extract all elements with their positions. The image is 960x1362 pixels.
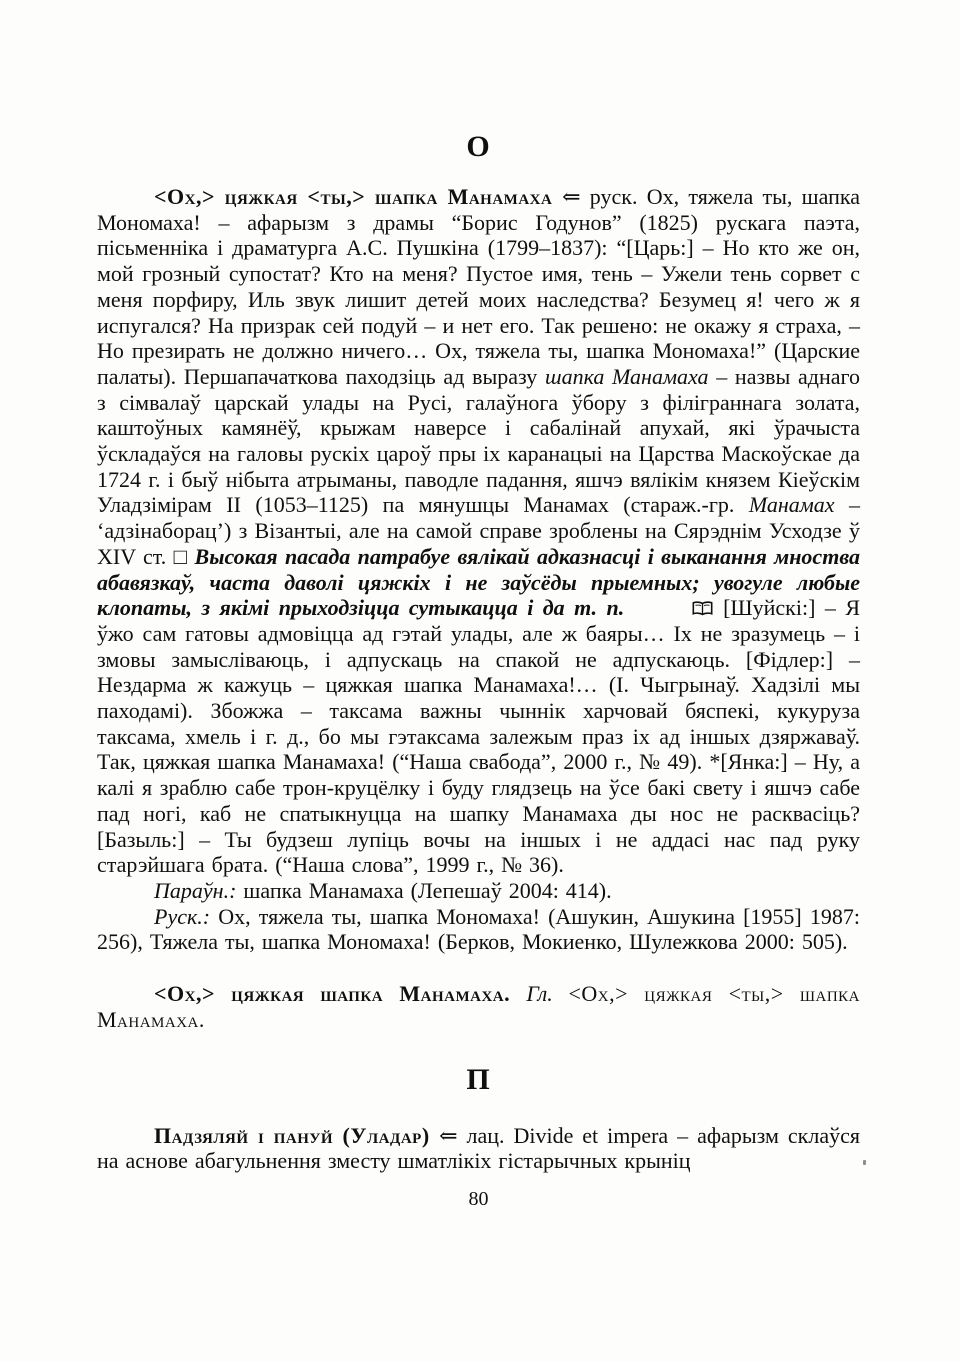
italic-label-text: Руск.: (154, 903, 211, 929)
body-text: – ‘адзінаборац’) з Візантыі, але на самой справе зроблены на Сярэднім Усходзе ў XIV ст. □ (97, 492, 861, 569)
body-text: [Шуйскі:] – Я ўжо сам гатовы адмовіцца ад гэтай улады, але ж баяры… Іх не зразумець – і змовы замысліваюць, і адпускаць на спакой не адпускаюць. [Фідлер:] – Нездарма ж кажуць – цяжкая шапка Манамаха!… (І. Чыгрынаў. Хадзілі мы паходамі). Збожжа – таксама важны чыннік харчовай бяспекі, кукуруза таксама, хмель і г. д., бо мы гэтаксама залежым праз іх ад іншых дзяржаваў. Так, цяжкая шапка Манамаха! (“Наша свабода”, 2000 г., № 49). *[Янка:] – Ну, а калі я зраблю сабе трон-круцёлку і буду глядзець на ўсе бакі свету і яшчэ сабе пад ногі, каб не спатыкнуцца на шапку Манамаха ды нос не расквасіць? [Базыль:] – Ты будзеш лупіць вочы на іншых і не аддасі нас пад руку старэйшага брата. (“Наша слова”, 1999 г., № 36). (97, 595, 860, 878)
page-number: 80 (468, 1187, 489, 1210)
italic-label-text: Параўн.: (154, 877, 237, 903)
italic-label-text: Манамах (748, 492, 835, 518)
section-heading-p: П (466, 1062, 491, 1096)
open-book-icon (634, 595, 714, 621)
headword-text: Падзяляй і пануй (Уладар) (154, 1122, 440, 1148)
meaning-definition-text: Высокая пасада патрабуе вялікай адказнасці і выканання мноства абавязкаў, часта даволі цяжкіх і не заўсёды прыемных; увогуле любые клопаты, з якімі прыходзіцца сутыкацца і да т. п. (97, 543, 860, 621)
compare-reference (97, 878, 860, 904)
body-text: ⇐ лац. Divide et impera – афарызм склаўся на аснове абагульнення зместу шматлікіх гістарычных крыніц (97, 1122, 861, 1174)
section-o-entries (97, 184, 860, 1033)
body-text: Ох, тяжела ты, шапка Мономаха! (Ашукин, Ашукина [1955] 1987: 256), Тяжела ты, шапка Мономаха! (Берков, Мокиенко, Шулежкова 2000: 505). (97, 903, 860, 955)
italic-label-text: Гл. (526, 981, 569, 1007)
body-text: – назвы аднаго з сімвалаў царскай улады на Русі, галаўнога ўбору з філіграннага золата, каштоўных камянёў, крыжам наверсе і сабалінай апухай, які ўрачыста ўскладаўся на галовы рускіх цароў пры іх каранацыі на Царства Маскоўскае да 1724 г. і быў нібыта атрыманы, паводле падання, яшчэ вялікім князем Кіеўскім Уладзімірам II (1053–1125) па мянушцы Манамах (стараж.-гр. (97, 363, 861, 518)
italic-label-text: шапка Манамаха (544, 363, 709, 389)
body-text: шапка Манамаха (Лепешаў 2004: 414). (236, 877, 612, 903)
section-p-entries (97, 1123, 860, 1174)
russian-reference (97, 904, 860, 955)
section-heading-o: О (466, 130, 491, 163)
scan-artifact (863, 1160, 866, 1165)
headword-text: <Ох,> цяжкая <ты,> шапка Манамаха (154, 184, 563, 209)
body-text: ⇐ руск. Ох, тяжела ты, шапка Мономаха! – афарызм з драмы “Борис Годунов” (1825) рускага паэта, пісьменніка і драматурга А.С. Пушкіна (1799–1837): “[Царь:] – Но кто же он, мой грозный супостат? Кто на меня? Пустое имя, тень – Ужели тень сорвет с меня порфиру, Иль звук лишит детей моих наследства? Безумец я! чего ж я испугался? На призрак сей подуй – и нет его. Так решено: не окажу я страха, – Но презирать не должно ничего… Ох, тяжела ты, шапка Мономаха!” (Царские палаты). Першапачаткова паходзіць ад выразу (97, 184, 860, 389)
text-block (97, 130, 860, 1211)
headword-text: <Ох,> цяжкая шапка Манамаха. (154, 981, 527, 1007)
entry-oh-tsyazhkaya-ty-shapka-manamakha (97, 184, 860, 878)
entry-padzyalyay-i-panuy (97, 1123, 860, 1174)
entry-oh-tsyazhkaya-shapka-manamakha-crossref (97, 981, 860, 1032)
crossref-headword-text: <Ох,> цяжкая <ты,> шапка Манамаха. (97, 981, 860, 1032)
